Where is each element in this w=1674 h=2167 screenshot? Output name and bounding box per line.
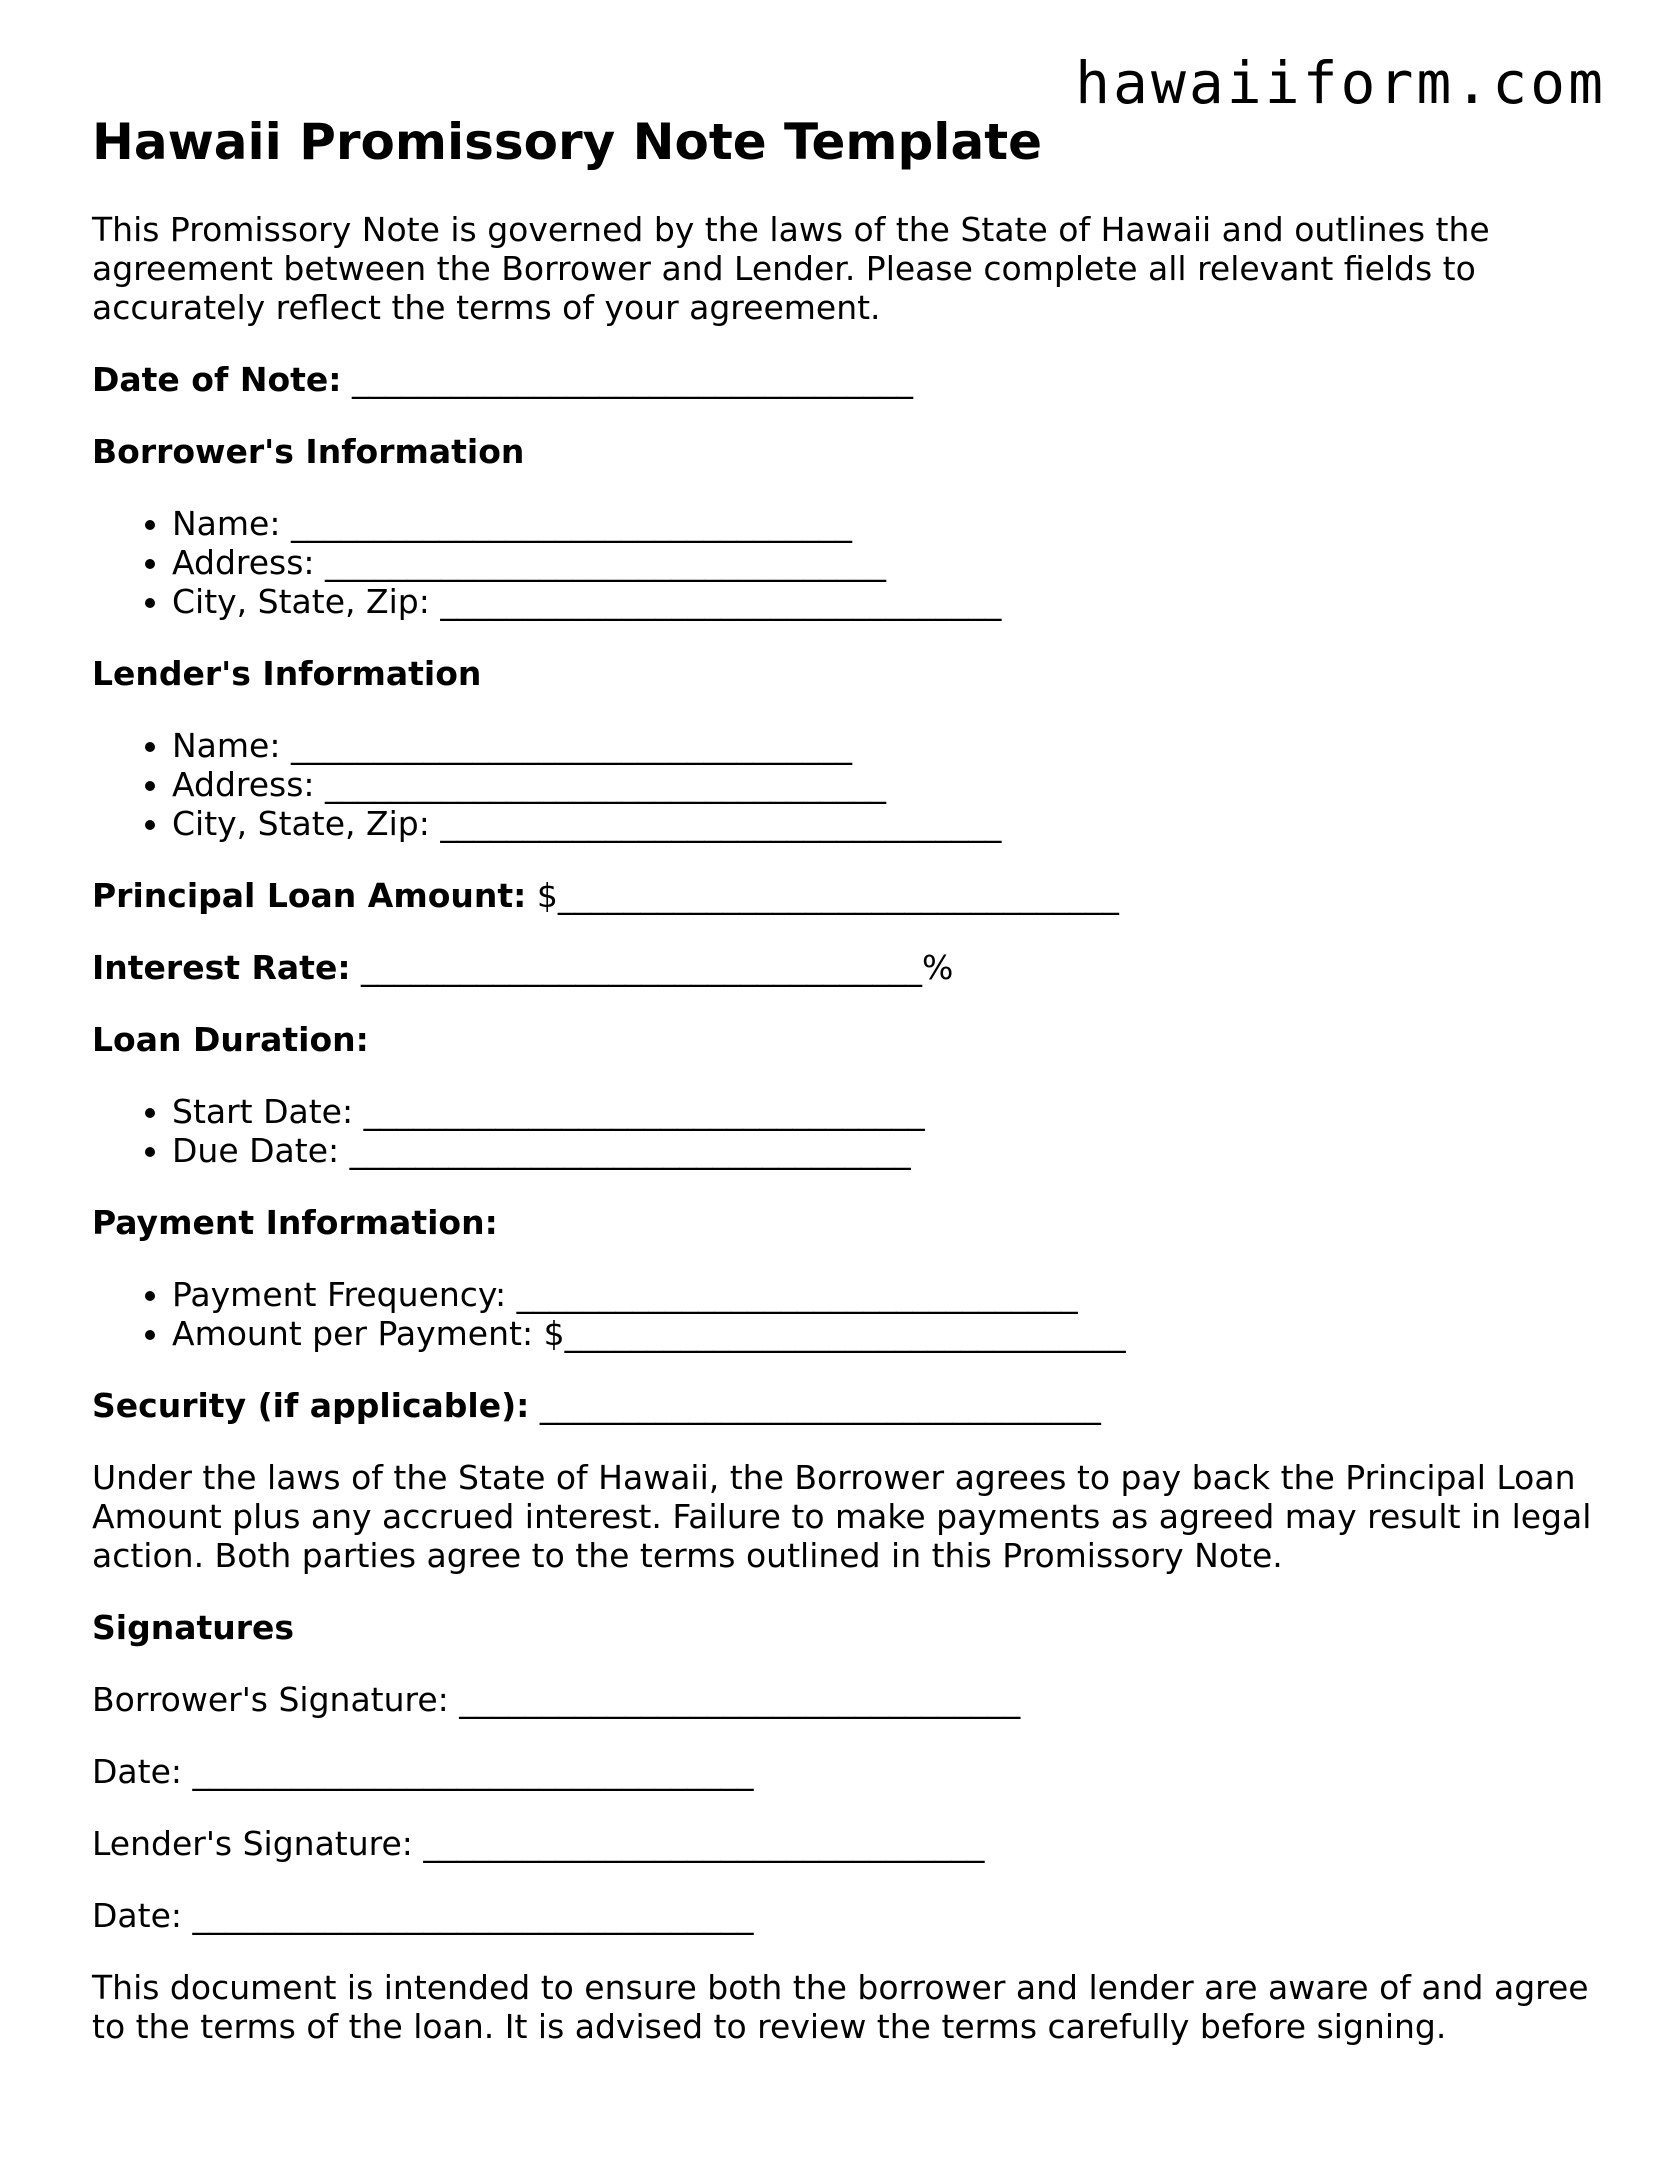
list-item	[172, 765, 1592, 804]
list-item	[172, 726, 1592, 765]
borrower-address-label: Address:	[172, 543, 315, 582]
list-item	[172, 1131, 1592, 1170]
borrower-date-row	[92, 1752, 1592, 1791]
principal-blank[interactable]: __________________________________	[557, 876, 1119, 915]
payment-amount-currency: $	[543, 1314, 565, 1353]
lender-name-blank[interactable]: __________________________________	[290, 726, 852, 765]
list-item	[172, 1092, 1592, 1131]
interest-label: Interest Rate:	[92, 948, 351, 987]
due-date-label: Due Date:	[172, 1131, 340, 1170]
list-item	[172, 1275, 1592, 1314]
list-item	[172, 1314, 1592, 1353]
start-date-label: Start Date:	[172, 1092, 354, 1131]
list-item	[172, 504, 1592, 543]
start-date-blank[interactable]: __________________________________	[363, 1092, 925, 1131]
payment-frequency-label: Payment Frequency:	[172, 1275, 507, 1314]
principal-currency: $	[536, 876, 558, 915]
security-label: Security (if applicable):	[92, 1386, 530, 1425]
lender-date-blank[interactable]: __________________________________	[192, 1896, 754, 1935]
principal-label: Principal Loan Amount:	[92, 876, 527, 915]
interest-percent: %	[922, 948, 954, 987]
lender-name-label: Name:	[172, 726, 281, 765]
borrower-date-blank[interactable]: __________________________________	[192, 1752, 754, 1791]
borrower-address-blank[interactable]: __________________________________	[325, 543, 887, 582]
date-of-note-label: Date of Note:	[92, 360, 342, 399]
date-of-note-row	[92, 360, 1592, 399]
borrower-date-label: Date:	[92, 1752, 182, 1791]
promissory-note-document	[92, 112, 1592, 2079]
principal-row	[92, 876, 1592, 915]
lender-signature-blank[interactable]: __________________________________	[423, 1824, 985, 1863]
list-item	[172, 804, 1592, 843]
borrower-signature-label: Borrower's Signature:	[92, 1680, 449, 1719]
borrower-info-list	[92, 504, 1592, 621]
security-blank[interactable]: __________________________________	[539, 1386, 1101, 1425]
signatures-heading: Signatures	[92, 1608, 295, 1647]
terms-paragraph: Under the laws of the State of Hawaii, the Borrower agrees to pay back the Principal Loan Amount plus any accrued interest. Failure to make payments as agreed may result in legal action. Both parties agree to the terms outlined in this Promissory Note.	[92, 1458, 1592, 1575]
borrower-signature-blank[interactable]: __________________________________	[459, 1680, 1021, 1719]
lender-city-blank[interactable]: __________________________________	[440, 804, 1002, 843]
borrower-name-label: Name:	[172, 504, 281, 543]
site-watermark: hawaiiform.com	[1075, 49, 1606, 117]
security-row	[92, 1386, 1592, 1425]
payment-frequency-blank[interactable]: __________________________________	[516, 1275, 1078, 1314]
lender-signature-label: Lender's Signature:	[92, 1824, 413, 1863]
page-title: Hawaii Promissory Note Template	[92, 113, 1042, 171]
list-item	[172, 543, 1592, 582]
lender-city-label: City, State, Zip:	[172, 804, 430, 843]
borrower-name-blank[interactable]: __________________________________	[290, 504, 852, 543]
list-item	[172, 582, 1592, 621]
payment-amount-label: Amount per Payment:	[172, 1314, 534, 1353]
duration-list	[92, 1092, 1592, 1170]
payment-heading: Payment Information:	[92, 1203, 498, 1242]
interest-blank[interactable]: __________________________________	[361, 948, 923, 987]
due-date-blank[interactable]: __________________________________	[349, 1131, 911, 1170]
payment-list	[92, 1275, 1592, 1353]
lender-address-blank[interactable]: __________________________________	[325, 765, 887, 804]
borrower-city-label: City, State, Zip:	[172, 582, 430, 621]
lender-date-label: Date:	[92, 1896, 182, 1935]
lender-address-label: Address:	[172, 765, 315, 804]
intro-paragraph: This Promissory Note is governed by the laws of the State of Hawaii and outlines the agreement between the Borrower and Lender. Please complete all relevant fields to accurately reflect the terms of your agreement.	[92, 210, 1490, 327]
borrower-heading: Borrower's Information	[92, 432, 525, 471]
lender-date-row	[92, 1896, 1592, 1935]
closing-paragraph: This document is intended to ensure both the borrower and lender are aware of and agree to the terms of the loan. It is advised to review the terms carefully before signing.	[92, 1968, 1589, 2046]
lender-heading: Lender's Information	[92, 654, 482, 693]
duration-heading: Loan Duration:	[92, 1020, 369, 1059]
lender-info-list	[92, 726, 1592, 843]
borrower-city-blank[interactable]: __________________________________	[440, 582, 1002, 621]
borrower-signature-row	[92, 1680, 1592, 1719]
lender-signature-row	[92, 1824, 1592, 1863]
payment-amount-blank[interactable]: __________________________________	[564, 1314, 1126, 1353]
interest-row	[92, 948, 1592, 987]
date-of-note-blank[interactable]: __________________________________	[351, 360, 913, 399]
